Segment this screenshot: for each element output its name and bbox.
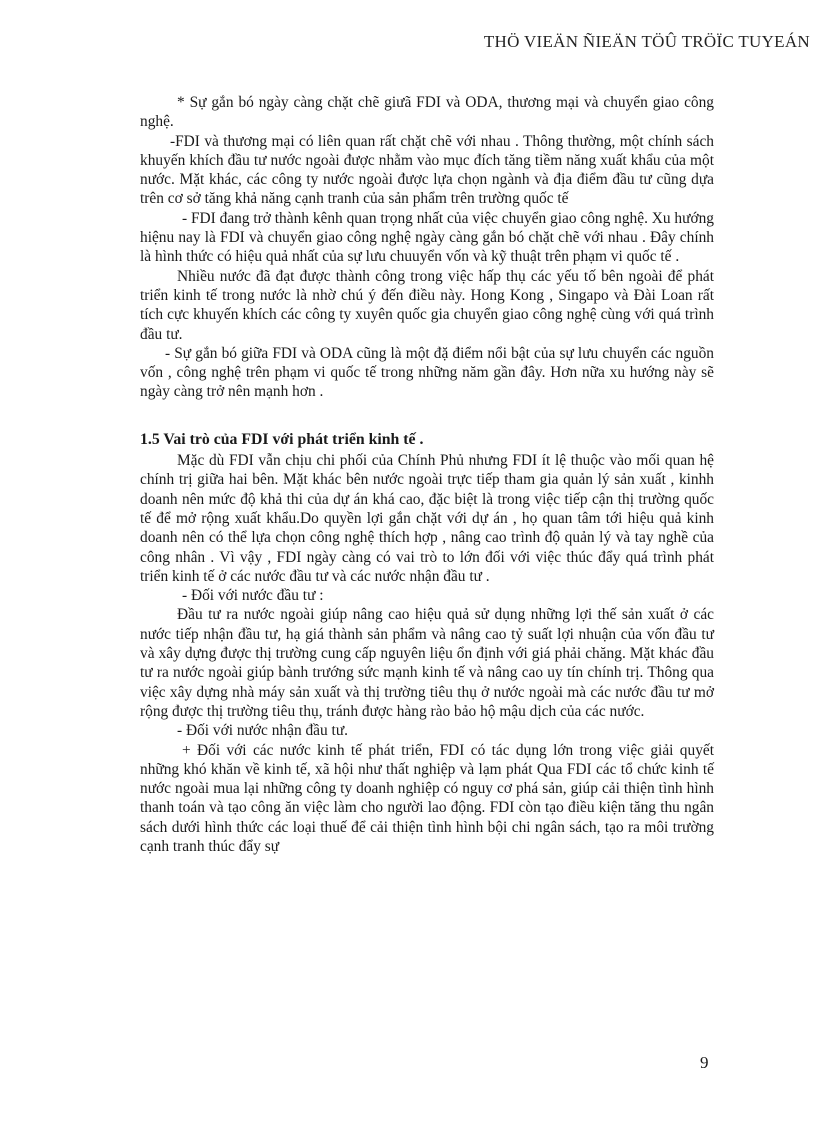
paragraph-fdi-technology: - FDI đang trở thành kênh quan trọng nhất của việc chuyển giao công nghệ. Xu hướng hiệnu nay là FDI và chuyển giao công nghệ ngày càng gắn bó chặt chẽ với nhau . Đây chính là hình thức có hiệu quả nhất của sự lưu chuuyển vốn và kỹ thuật trên phạm vi quốc tế . bbox=[140, 209, 714, 266]
paragraph-fdi-oda-trend: - Sự gắn bó giữa FDI và ODA cũng là một đặ điểm nổi bật của sự lưu chuyển các nguồn vốn , công nghệ trên phạm vi quốc tế trong những năm gần đây. Hơn nữa xu hướng này sẽ ngày càng trở nên mạnh hơn . bbox=[140, 344, 714, 401]
section-heading: 1.5 Vai trò của FDI với phát triển kinh tế . bbox=[140, 430, 424, 448]
paragraph-success-examples: Nhiều nước đã đạt được thành công trong việc hấp thụ các yếu tố bên ngoài để phát triển kinh tế trong nước là nhờ chú ý đến điều này. Hong Kong , Singapo và Đài Loan rất tích cực khuyến khích các công ty xuyên quốc gia chuyển giao công nghệ cùng với quá trình đầu tư. bbox=[140, 267, 714, 343]
paragraph-fdi-oda-link: * Sự gắn bó ngày càng chặt chẽ giưã FDI và ODA, thương mại và chuyển giao công nghệ. bbox=[140, 94, 714, 131]
document-body bbox=[140, 93, 714, 856]
paragraph-fdi-trade: -FDI và thương mại có liên quan rất chặt chẽ với nhau . Thông thường, một chính sách khuyến khích đầu tư nước ngoài được nhằm vào mục đích tăng tiềm năng xuất khẩu của một nước. Mặt khác, các công ty nước ngoài được lựa chọn ngành và địa điểm đầu tư cũng dựa trên cơ sở tăng khả năng cạnh tranh của sản phẩm trên trường quốc tế bbox=[140, 132, 714, 208]
paragraph-receiving-country-label: - Đối với nước nhận đầu tư. bbox=[177, 722, 349, 740]
paragraph-developed-economies: + Đối với các nước kinh tế phát triển, FDI có tác dụng lớn trong việc giải quyết những khó khăn về kinh tế, xã hội như thất nghiệp và lạm phát Qua FDI các tổ chức kinh tế nước ngoài mua lại những công ty doanh nghiệp có nguy cơ phá sản, giúp cải thiện tình hình thanh toán và tạo công ăn việc làm cho người lao động. FDI còn tạo điều kiện tăng thu ngân sách dưới hình thức các loại thuế để cải thiện tình hình bội chi ngân sách, tạo ra môi trường cạnh tranh thúc đẩy sự bbox=[140, 741, 714, 855]
page-number: 9 bbox=[700, 1053, 709, 1072]
paragraph-investing-country: Đầu tư ra nước ngoài giúp nâng cao hiệu quả sử dụng những lợi thế sản xuất ở các nước tiếp nhận đầu tư, hạ giá thành sản phẩm và nâng cao tỷ suất lợi nhuận của vốn đầu tư và xây dựng được thị trường cung cấp nguyên liệu ổn định với giá phải chăng. Mặt khác đầu tư ra nước ngoài giúp bành trướng sức mạnh kinh tế và nâng cao uy tín chính trị. Thông qua việc xây dựng nhà máy sản xuất và thị trường tiêu thụ ở nước ngoài mà các nước đầu tư mở rộng được thị trường tiêu thụ, tránh được hàng rào bảo hộ mậu dịch của các nước. bbox=[140, 606, 714, 720]
running-header: THÖ VIEÄN ÑIEÄN TÖÛ TRÖÏC TUYEÁN bbox=[483, 32, 810, 51]
paragraph-investing-country-label: - Đối với nước đầu tư : bbox=[182, 587, 324, 605]
paragraph-fdi-role: Mặc dù FDI vẫn chịu chi phối của Chính Phủ nhưng FDI ít lệ thuộc vào mối quan hệ chính trị giữa hai bên. Mặt khác bên nước ngoài trực tiếp tham gia quản lý sản xuất , kinhh doanh nên mức độ khả thi của dự án khá cao, đặc biệt là trong việc tiếp cận thị trường quốc tế để mở rộng xuất khẩu.Do quyền lợi gắn chặt với dự án , họ quan tâm tới hiệu quả kinh doanh nên có thể lựa chọn công nghệ thích hợp , nâng cao trình độ quản lý và tay nghề của công nhân . Vì vậy , FDI ngày càng có vai trò to lớn đối với việc thúc đẩy quá trình phát triển kinh tế ở các nước đầu tư và các nước nhận đầu tư . bbox=[140, 452, 714, 585]
